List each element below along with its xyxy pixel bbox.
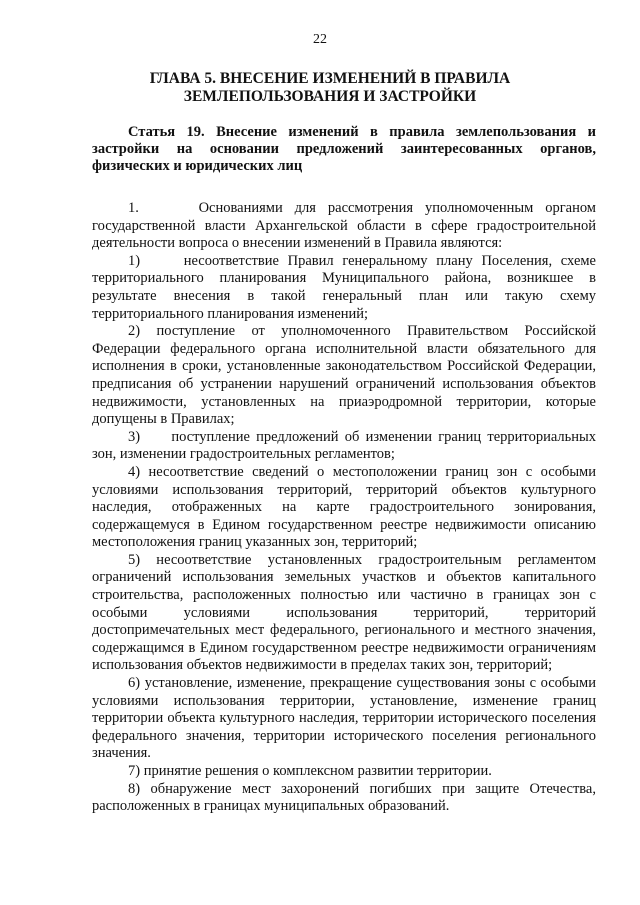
- paragraph-item-8: 8) обнаружение мест захоронений погибших при защите Отечества, расположенных в границах муниципальных образований.: [92, 780, 596, 815]
- article-title: Статья 19. Внесение изменений в правила землепользования и застройки на основании предложений заинтересованных органов, физических и юридических лиц: [92, 124, 596, 174]
- page-number: 22: [313, 32, 327, 47]
- paragraph-item-2: 2) поступление от уполномоченного Правительством Российской Федерации федерального органа исполнительной власти обязательного для исполнения в сроки, установленные законодательством Российской Федерации, предписания об устранении нарушений ограничений использования объектов недвижимости, установленных на приаэродромной территории, которые допущены в Правилах;: [92, 323, 596, 428]
- chapter-title: [140, 70, 520, 106]
- article-body: [92, 200, 596, 816]
- paragraph-item-1: 1) несоответствие Правил генеральному плану Поселения, схеме территориального планирования Муниципального района, возникшее в результате внесения в такой генеральный план или такую схему территориального планирования изменений;: [92, 252, 596, 322]
- chapter-title-line-1: ГЛАВА 5. ВНЕСЕНИЕ ИЗМЕНЕНИЙ В ПРАВИЛА: [149, 70, 511, 87]
- paragraph-1: 1. Основаниями для рассмотрения уполномоченным органом государственной власти Архангельской области в сфере градостроительной деятельности вопроса о внесении изменений в Правила являются:: [92, 200, 596, 252]
- paragraph-item-5: 5) несоответствие установленных градостроительным регламентом ограничений использования земельных участков и объектов капитального строительства, расположенных полностью или частично в границах зон с особыми условиями использования территорий, территорий достопримечательных мест федерального, регионального и местного значения, содержащимся в Едином государственном реестре недвижимости ограничениям использования объектов недвижимости в пределах таких зон, территорий;: [92, 551, 596, 674]
- paragraph-item-6: 6) установление, изменение, прекращение существования зоны с особыми условиями использования территории, установление, изменение границ территории объекта культурного наследия, территории исторического поселения федерального значения, территории исторического поселения регионального значения.: [92, 675, 596, 762]
- paragraph-item-4: 4) несоответствие сведений о местоположении границ зон с особыми условиями использования территорий, территорий объектов культурного наследия, отображенных на карте градостроительного зонирования, содержащемуся в Едином государственном реестре недвижимости описанию местоположения границ указанных зон, территорий;: [92, 463, 596, 551]
- paragraph-item-7: 7) принятие решения о комплексном развитии территории.: [128, 763, 492, 779]
- chapter-title-line-2: ЗЕМЛЕПОЛЬЗОВАНИЯ И ЗАСТРОЙКИ: [183, 88, 477, 105]
- paragraph-item-3: 3) поступление предложений об изменении границ территориальных зон, изменении градостроительных регламентов;: [92, 428, 596, 463]
